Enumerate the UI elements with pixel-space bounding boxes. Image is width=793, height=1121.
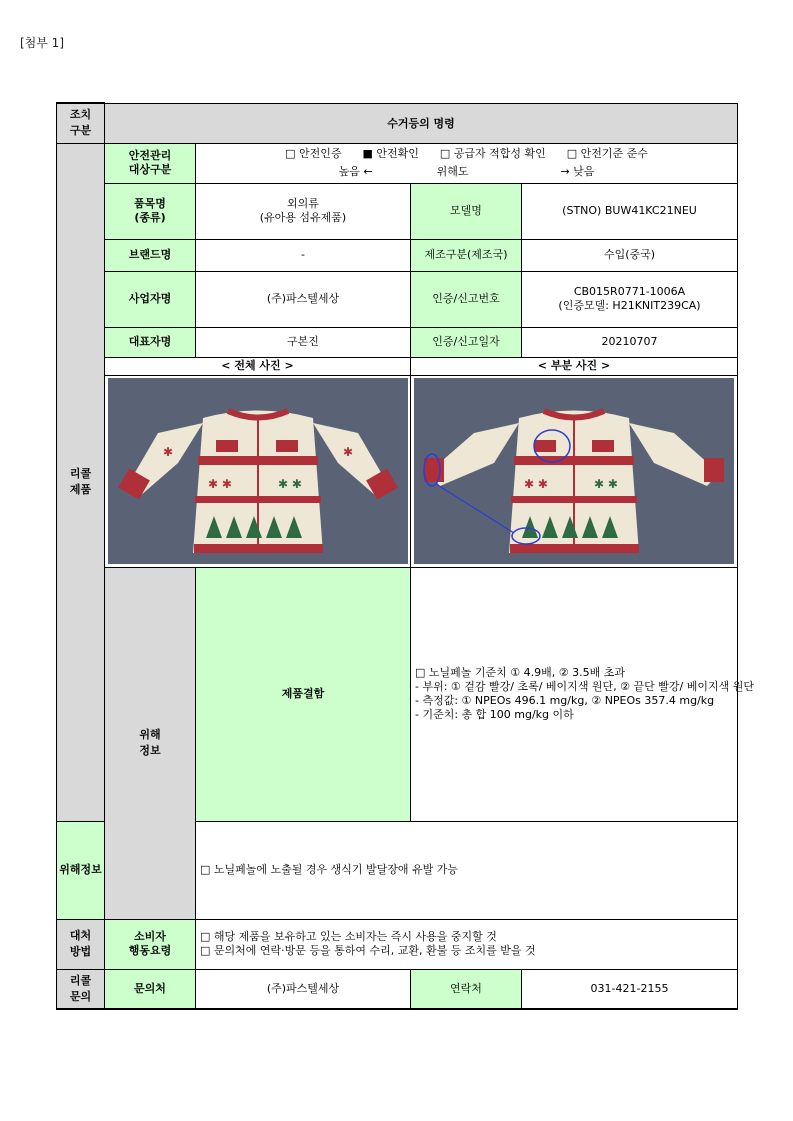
manufacture-origin-label: 제조구분(제조국)	[411, 239, 522, 271]
company-name-label: 사업자명	[105, 271, 196, 327]
cert-number-value: CB015R0771-1006A (인증모델: H21KNIT239CA)	[522, 271, 738, 327]
company-name-value: (주)파스텔세상	[196, 271, 411, 327]
full-photo-caption: < 전체 사진 >	[105, 357, 411, 375]
category-label: 조치 구분	[57, 103, 105, 143]
risk-level-high: 높음 ←	[338, 165, 373, 178]
cert-date-value: 20210707	[522, 327, 738, 357]
page-title: 수거등의 명령	[105, 103, 738, 143]
section-recall-product: 리콜 제품	[57, 143, 105, 821]
risk-level-low: → 낮음	[560, 165, 595, 178]
ceo-name-label: 대표자명	[105, 327, 196, 357]
svg-text:✱ ✱: ✱ ✱	[594, 477, 618, 491]
phone-label: 연락처	[411, 969, 522, 1009]
recall-order-table	[56, 102, 754, 1010]
safety-options: □ 안전인증 ■ 안전확인 □ 공급자 적합성 확인 □ 안전기준 준수	[285, 147, 648, 160]
svg-text:✱ ✱: ✱ ✱	[277, 477, 302, 491]
svg-text:✱ ✱: ✱ ✱	[524, 477, 548, 491]
section-recall-inquiry: 리콜 문의	[57, 969, 105, 1009]
full-product-photo	[108, 378, 408, 564]
contact-company: (주)파스텔세상	[196, 969, 411, 1009]
item-name-value: 외의류 (유아용 섬유제품)	[196, 183, 411, 239]
section-hazard-info: 위해 정보	[105, 567, 196, 919]
attachment-label: [첨부 1]	[20, 36, 64, 50]
safety-category-label: 안전관리 대상구분	[105, 143, 196, 183]
model-name-value: (STNO) BUW41KC21NEU	[522, 183, 738, 239]
safety-category-value	[196, 143, 738, 183]
ceo-name-value: 구본진	[196, 327, 411, 357]
manufacture-origin-value: 수입(중국)	[522, 239, 738, 271]
product-defect-text: □ 노닐페놀 기준치 ① 4.9배, ② 3.5배 초과 - 부위: ① 겉감 빨강/ 초록/ 베이지색 원단, ② 끝단 빨강/ 베이지색 원단 - 측정값: ① NPEOs 496.1 mg/kg, ② NPEOs 357.4 mg/kg - 기준치: 총 합 100 mg/kg 이하	[411, 567, 738, 821]
full-photo-cell	[105, 375, 411, 567]
hazard-info-text: □ 노닐페놀에 노출될 경우 생식기 발달장애 유발 가능	[196, 821, 738, 919]
cert-date-label: 인증/신고일자	[411, 327, 522, 357]
svg-text:✱: ✱	[162, 445, 173, 459]
part-photo-caption: < 부분 사진 >	[411, 357, 738, 375]
phone-number: 031-421-2155	[522, 969, 738, 1009]
brand-name-value: -	[196, 239, 411, 271]
svg-text:✱: ✱	[342, 445, 353, 459]
item-name-label: 품목명 (종류)	[105, 183, 196, 239]
product-defect-label: 제품결함	[196, 567, 411, 821]
consumer-action-label: 소비자 행동요령	[105, 919, 196, 969]
hazard-info-label: 위해정보	[57, 821, 105, 919]
model-name-label: 모델명	[411, 183, 522, 239]
contact-label: 문의처	[105, 969, 196, 1009]
risk-level-label: 위해도	[436, 165, 469, 178]
section-action: 대처 방법	[57, 919, 105, 969]
svg-text:✱ ✱: ✱ ✱	[207, 477, 232, 491]
consumer-action-text: □ 해당 제품을 보유하고 있는 소비자는 즉시 사용을 중지할 것 □ 문의처에 연락·방문 등을 통하여 수리, 교환, 환불 등 조치를 받을 것	[196, 919, 738, 969]
part-photo-cell	[411, 375, 738, 567]
brand-name-label: 브랜드명	[105, 239, 196, 271]
cert-number-label: 인증/신고번호	[411, 271, 522, 327]
part-product-photo	[414, 378, 734, 564]
risk-level-scale	[196, 163, 737, 181]
